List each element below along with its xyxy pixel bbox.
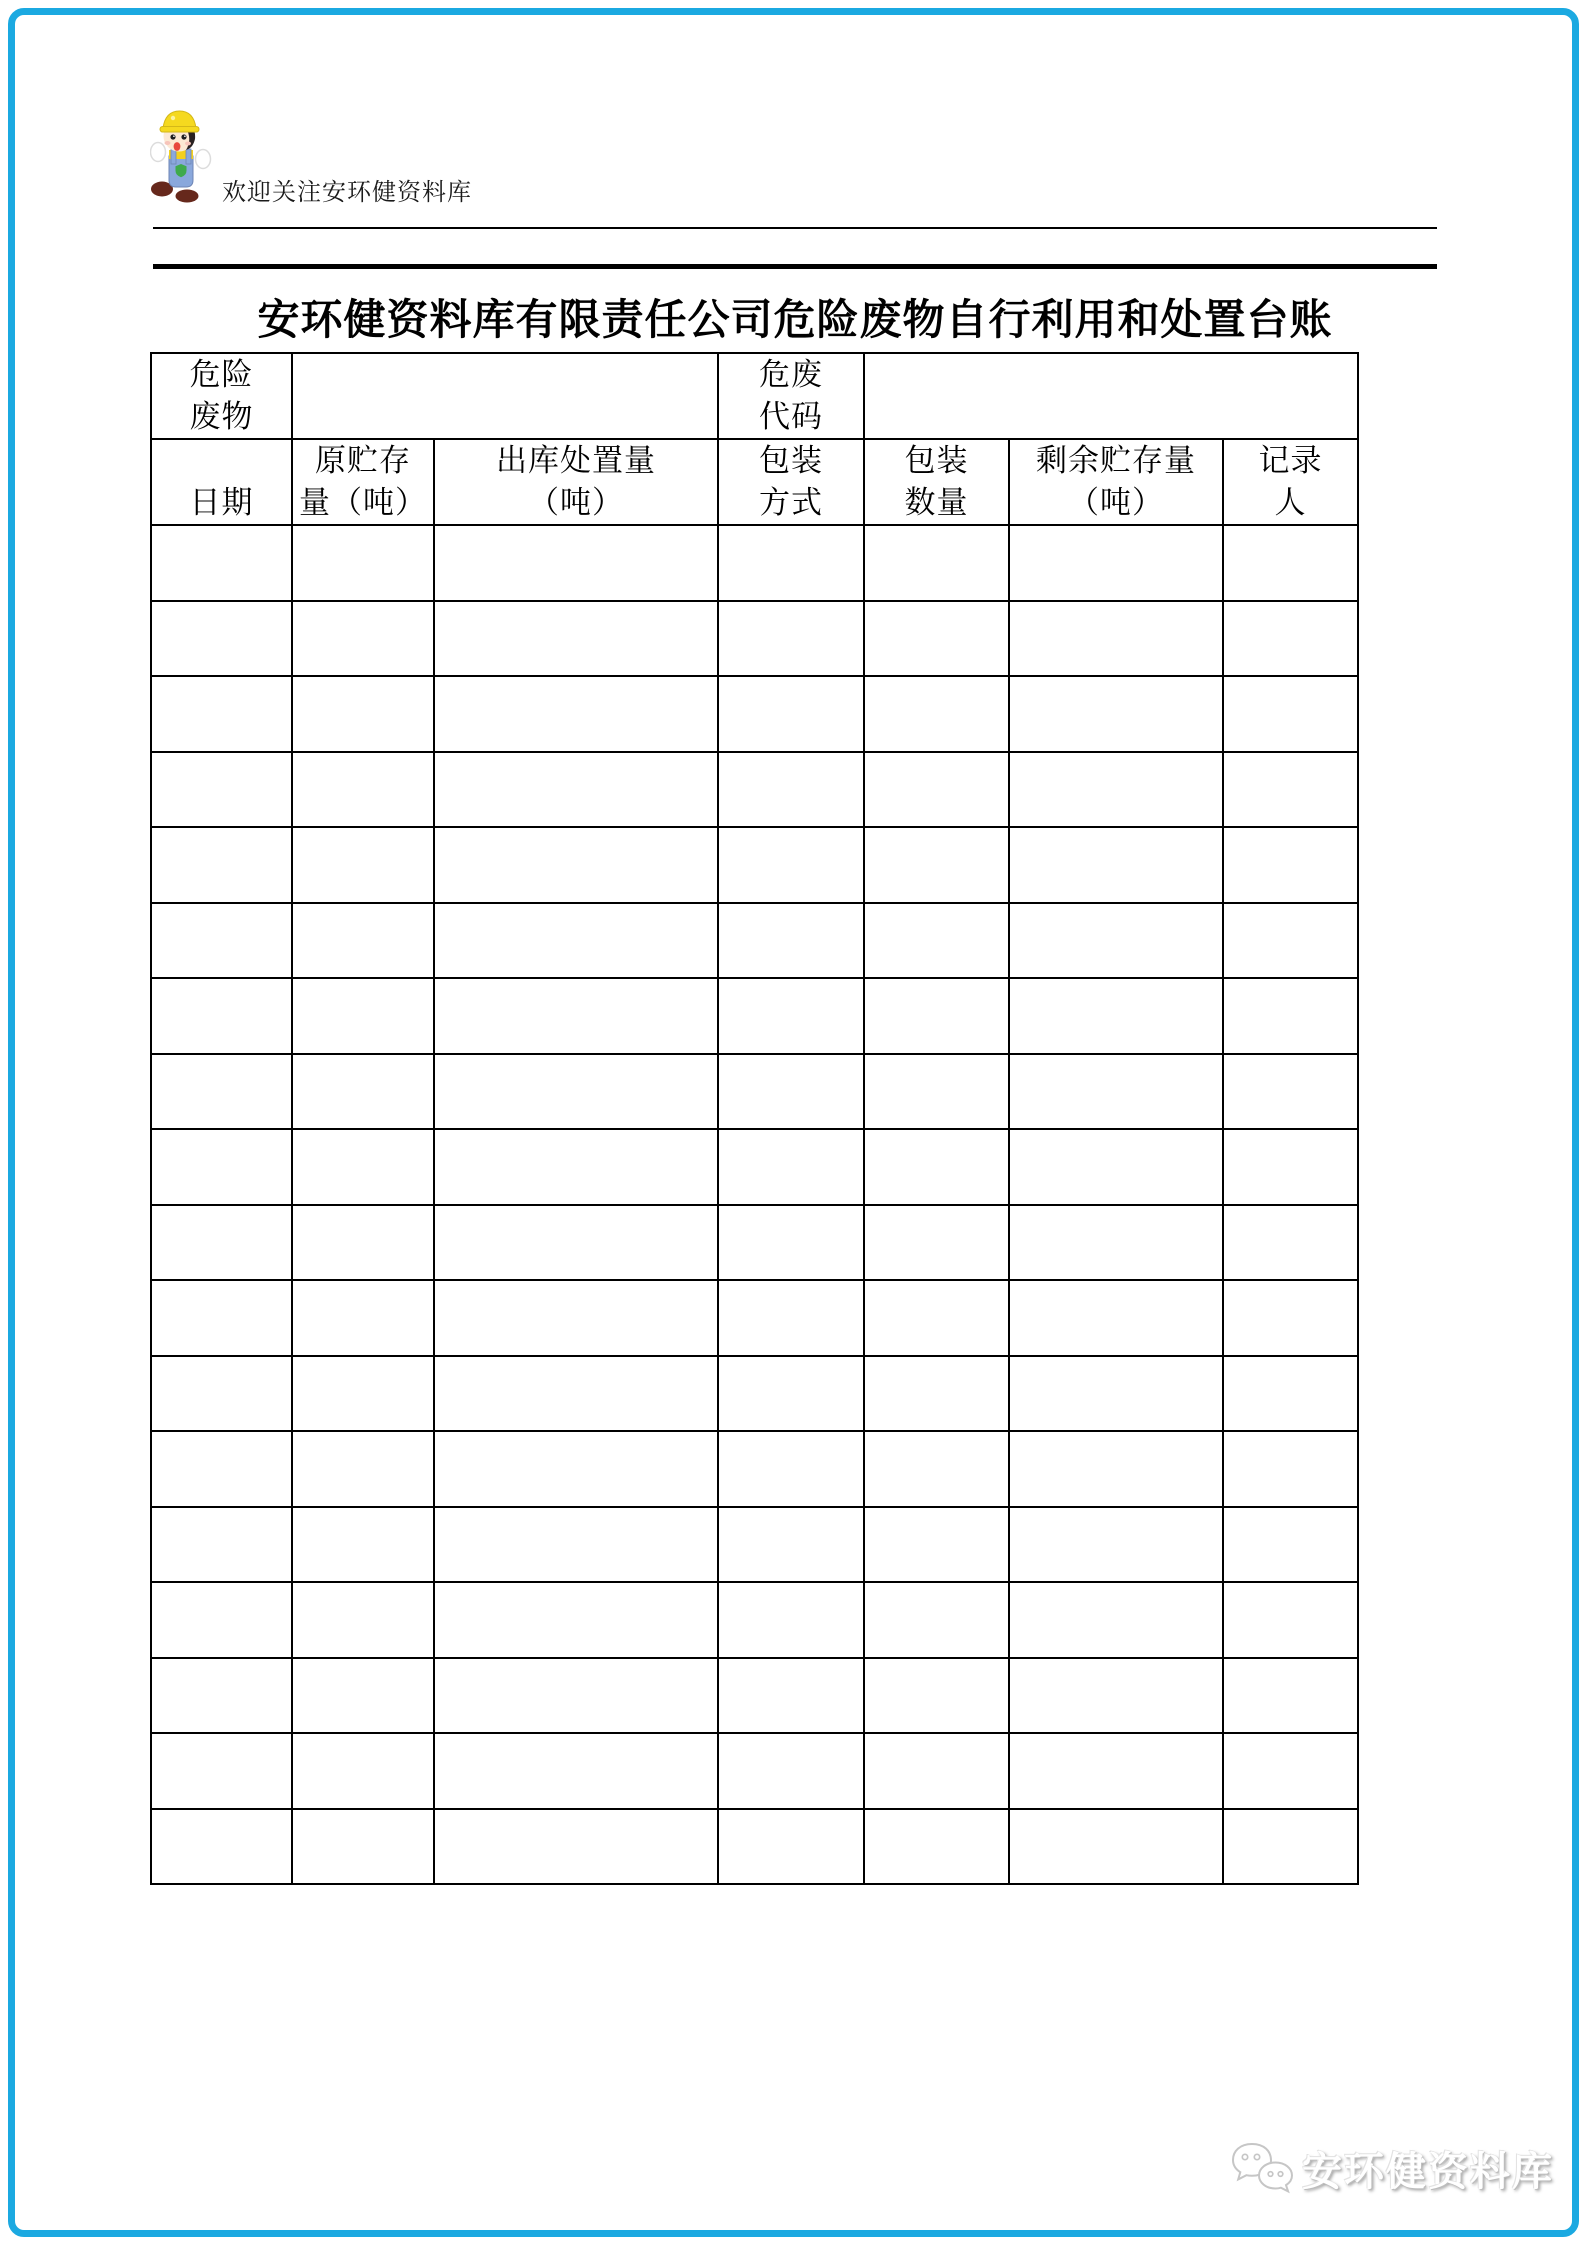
table-cell-recorder [1223, 1205, 1358, 1281]
header-rule-thick [153, 264, 1437, 269]
table-cell-packaging-method [718, 1356, 864, 1432]
table-cell-outbound-disposal [434, 525, 718, 601]
col-header-line: 记录 [1258, 443, 1323, 478]
table-cell-initial-storage [292, 1054, 434, 1130]
table-row [151, 1054, 1358, 1130]
table-cell-remaining-storage [1009, 752, 1223, 828]
col-header-line: 量（吨） [299, 485, 427, 520]
table-cell-packaging-quantity [864, 525, 1009, 601]
table-row [151, 676, 1358, 752]
table-cell-date [151, 1205, 292, 1281]
table-cell-packaging-method [718, 1809, 864, 1885]
table-cell-packaging-quantity [864, 1129, 1009, 1205]
col-header-line: 日期 [189, 485, 254, 520]
table-cell-initial-storage [292, 601, 434, 677]
col-header-line: 剩余贮存量 [1036, 443, 1196, 478]
waste-code-label-line1: 危废 [759, 357, 823, 392]
header-rule-thin [153, 227, 1437, 229]
footer-brand-text: 安环健资料库 [1302, 2149, 1554, 2194]
table-cell-packaging-method [718, 1129, 864, 1205]
table-cell-remaining-storage [1009, 827, 1223, 903]
table-cell-outbound-disposal [434, 827, 718, 903]
table-cell-outbound-disposal [434, 978, 718, 1054]
col-header-date [151, 439, 292, 525]
table-cell-packaging-method [718, 1658, 864, 1734]
table-row [151, 1280, 1358, 1356]
col-header-outbound-disposal [434, 439, 718, 525]
table-cell-date [151, 525, 292, 601]
table-cell-packaging-quantity [864, 1658, 1009, 1734]
table-cell-packaging-method [718, 676, 864, 752]
col-header-packaging-quantity [864, 439, 1009, 525]
table-cell-packaging-quantity [864, 1809, 1009, 1885]
table-cell-packaging-quantity [864, 752, 1009, 828]
table-cell-date [151, 1658, 292, 1734]
table-cell-recorder [1223, 827, 1358, 903]
table-cell-packaging-method [718, 978, 864, 1054]
table-cell-initial-storage [292, 1129, 434, 1205]
table-row [151, 1733, 1358, 1809]
wechat-bubbles-icon [1230, 2141, 1294, 2197]
table-cell-recorder [1223, 752, 1358, 828]
table-cell-recorder [1223, 601, 1358, 677]
table-cell-recorder [1223, 1582, 1358, 1658]
table-cell-recorder [1223, 1129, 1358, 1205]
table-cell-remaining-storage [1009, 1280, 1223, 1356]
table-cell-recorder [1223, 978, 1358, 1054]
table-cell-date [151, 676, 292, 752]
col-header-packaging-method [718, 439, 864, 525]
table-cell-outbound-disposal [434, 752, 718, 828]
table-cell-outbound-disposal [434, 1809, 718, 1885]
table-cell-initial-storage [292, 1280, 434, 1356]
table-cell-remaining-storage [1009, 1658, 1223, 1734]
table-cell-remaining-storage [1009, 1809, 1223, 1885]
table-row [151, 752, 1358, 828]
col-header-line: 人 [1274, 485, 1307, 520]
table-cell-packaging-method [718, 1507, 864, 1583]
table-cell-remaining-storage [1009, 1582, 1223, 1658]
hazardous-waste-label-line1: 危险 [189, 357, 254, 392]
table-cell-outbound-disposal [434, 903, 718, 979]
table-cell-date [151, 978, 292, 1054]
table-cell-packaging-quantity [864, 1582, 1009, 1658]
table-cell-date [151, 1356, 292, 1432]
hazardous-waste-ledger-table [150, 352, 1359, 1885]
table-row [151, 1129, 1358, 1205]
table-cell-outbound-disposal [434, 1431, 718, 1507]
table-cell-packaging-method [718, 827, 864, 903]
table-cell-packaging-quantity [864, 1205, 1009, 1281]
table-cell-packaging-method [718, 525, 864, 601]
table-cell-initial-storage [292, 525, 434, 601]
table-cell-packaging-method [718, 1280, 864, 1356]
table-cell-remaining-storage [1009, 601, 1223, 677]
table-cell-packaging-method [718, 1582, 864, 1658]
table-cell-packaging-method [718, 1205, 864, 1281]
table-cell-packaging-quantity [864, 1431, 1009, 1507]
table-cell-packaging-quantity [864, 1280, 1009, 1356]
table-row [151, 1582, 1358, 1658]
table-cell-outbound-disposal [434, 676, 718, 752]
col-header-remaining-storage [1009, 439, 1223, 525]
table-row [151, 1431, 1358, 1507]
table-cell-remaining-storage [1009, 1129, 1223, 1205]
table-cell-initial-storage [292, 903, 434, 979]
table-cell-remaining-storage [1009, 1733, 1223, 1809]
table-cell-outbound-disposal [434, 1356, 718, 1432]
table-cell-recorder [1223, 676, 1358, 752]
table-cell-remaining-storage [1009, 903, 1223, 979]
col-header-line: （吨） [528, 485, 624, 520]
table-row [151, 903, 1358, 979]
col-header-line: 出库处置量 [496, 443, 656, 478]
table-cell-outbound-disposal [434, 1658, 718, 1734]
table-cell-date [151, 1582, 292, 1658]
table-cell-initial-storage [292, 827, 434, 903]
col-header-line: （吨） [1068, 485, 1164, 520]
table-row [151, 827, 1358, 903]
table-cell-packaging-method [718, 752, 864, 828]
table-body [151, 525, 1358, 1884]
worker-mascot-icon [150, 106, 212, 204]
table-cell-date [151, 1809, 292, 1885]
col-header-initial-storage [292, 439, 434, 525]
table-cell-initial-storage [292, 1431, 434, 1507]
table-cell-packaging-method [718, 1733, 864, 1809]
waste-code-label-line2: 代码 [759, 399, 823, 434]
table-cell-outbound-disposal [434, 1054, 718, 1130]
table-cell-packaging-method [718, 1431, 864, 1507]
table-cell-recorder [1223, 1356, 1358, 1432]
table-row [151, 525, 1358, 601]
table-cell-outbound-disposal [434, 1507, 718, 1583]
table-cell-remaining-storage [1009, 1507, 1223, 1583]
table-cell-remaining-storage [1009, 978, 1223, 1054]
table-cell-initial-storage [292, 1809, 434, 1885]
table-cell-date [151, 752, 292, 828]
table-cell-outbound-disposal [434, 1205, 718, 1281]
table-cell-remaining-storage [1009, 1356, 1223, 1432]
welcome-banner-text: 欢迎关注安环健资料库 [222, 180, 472, 206]
table-cell-outbound-disposal [434, 1733, 718, 1809]
table-cell-recorder [1223, 525, 1358, 601]
table-row [151, 1658, 1358, 1734]
col-header-line: 包装 [904, 443, 969, 478]
table-cell-recorder [1223, 1809, 1358, 1885]
hazardous-waste-value-cell [292, 353, 718, 439]
table-cell-date [151, 903, 292, 979]
column-header-row [151, 439, 1358, 525]
table-cell-initial-storage [292, 1582, 434, 1658]
table-cell-recorder [1223, 1507, 1358, 1583]
table-row [151, 1507, 1358, 1583]
table-row [151, 978, 1358, 1054]
table-cell-date [151, 1280, 292, 1356]
table-cell-date [151, 1054, 292, 1130]
table-cell-initial-storage [292, 1733, 434, 1809]
table-cell-remaining-storage [1009, 1205, 1223, 1281]
table-cell-packaging-quantity [864, 1356, 1009, 1432]
table-cell-packaging-quantity [864, 601, 1009, 677]
hazardous-waste-label-line2: 废物 [189, 399, 254, 434]
table-cell-packaging-quantity [864, 978, 1009, 1054]
table-cell-packaging-quantity [864, 827, 1009, 903]
table-cell-initial-storage [292, 676, 434, 752]
table-cell-packaging-quantity [864, 1054, 1009, 1130]
table-cell-remaining-storage [1009, 1431, 1223, 1507]
waste-code-value-cell [864, 353, 1358, 439]
table-cell-initial-storage [292, 1507, 434, 1583]
table-row [151, 1205, 1358, 1281]
col-header-line: 数量 [904, 485, 969, 520]
table-cell-packaging-quantity [864, 676, 1009, 752]
table-cell-recorder [1223, 903, 1358, 979]
table-cell-recorder [1223, 1658, 1358, 1734]
table-cell-packaging-quantity [864, 1507, 1009, 1583]
table-cell-initial-storage [292, 978, 434, 1054]
table-cell-initial-storage [292, 1356, 434, 1432]
table-cell-recorder [1223, 1054, 1358, 1130]
table-cell-packaging-method [718, 601, 864, 677]
table-cell-packaging-method [718, 1054, 864, 1130]
col-header-line: 包装 [759, 443, 823, 478]
page-title: 安环健资料库有限责任公司危险废物自行利用和处置台账 [257, 298, 1333, 344]
col-header-recorder [1223, 439, 1358, 525]
table-cell-recorder [1223, 1431, 1358, 1507]
table-row [151, 601, 1358, 677]
hazardous-waste-label-cell [151, 353, 292, 439]
footer-brand [1230, 2140, 1554, 2197]
col-header-line: 方式 [759, 485, 823, 520]
col-header-line: 原贮存 [315, 443, 411, 478]
table-cell-remaining-storage [1009, 1054, 1223, 1130]
table-cell-packaging-method [718, 903, 864, 979]
table-cell-packaging-quantity [864, 903, 1009, 979]
table-cell-date [151, 827, 292, 903]
table-cell-outbound-disposal [434, 1129, 718, 1205]
table-cell-outbound-disposal [434, 1280, 718, 1356]
table-cell-date [151, 1507, 292, 1583]
table-row [151, 1356, 1358, 1432]
table-cell-date [151, 601, 292, 677]
table-cell-packaging-quantity [864, 1733, 1009, 1809]
table-cell-recorder [1223, 1280, 1358, 1356]
table-cell-initial-storage [292, 1205, 434, 1281]
table-cell-recorder [1223, 1733, 1358, 1809]
table-cell-outbound-disposal [434, 601, 718, 677]
table-cell-outbound-disposal [434, 1582, 718, 1658]
table-cell-remaining-storage [1009, 676, 1223, 752]
waste-code-label-cell [718, 353, 864, 439]
table-cell-initial-storage [292, 752, 434, 828]
table-cell-initial-storage [292, 1658, 434, 1734]
table-cell-date [151, 1431, 292, 1507]
table-cell-date [151, 1129, 292, 1205]
table-cell-remaining-storage [1009, 525, 1223, 601]
merge-header-row [151, 353, 1358, 439]
table-row [151, 1809, 1358, 1885]
col-header-line [154, 440, 289, 482]
table-cell-date [151, 1733, 292, 1809]
